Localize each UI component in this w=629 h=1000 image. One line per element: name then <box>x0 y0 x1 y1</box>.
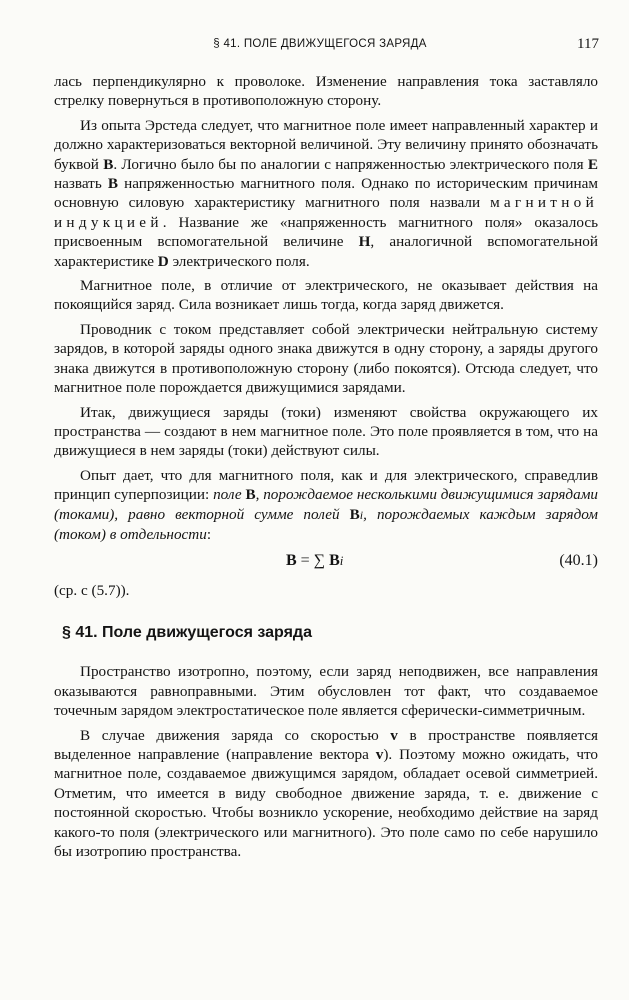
symbol-b: B <box>349 505 360 523</box>
symbol-v: v <box>390 726 398 744</box>
page-number: 117 <box>577 36 599 52</box>
text-run: Опыт дает, что для магнитного поля, как и для электрического, справедлив принцип суперпозиции: <box>54 466 598 504</box>
equation-lhs: B <box>286 552 297 570</box>
paragraph-continuation: лась перпендикулярно к проволоке. Изменение направления тока заставляло стрелку повернуться в противоположную сторону. <box>54 73 598 110</box>
symbol-v: v <box>375 745 384 763</box>
page-body <box>54 72 598 861</box>
subscript-i: i <box>359 507 364 522</box>
paragraph-oersted <box>54 116 598 271</box>
equation-number: (40.1) <box>559 552 598 570</box>
section-heading: § 41. Поле движущегося заряда <box>62 624 312 642</box>
text-run: ). Поэтому можно ожидать, что магнитное поле, создаваемое движущимся зарядом, обладает осевой симметрией. Отметим, что имеется в виду свободное движение заряда, т. е. движение с постоянной скоростью. Чтобы возникло ускорение, необходимо действие на заряд какого-то поля (электрического или магнитного). Это поле само по себе нарушило бы изотропию пространства. <box>54 745 598 860</box>
text-run: напряженностью магнитного поля. Однако по историческим причинам основную силовую характеристику магнитного поля назвали <box>54 175 599 212</box>
symbol-e: E <box>587 155 598 173</box>
italic-run: , порождаемых каждым зарядом (током) в отдельности <box>54 505 599 543</box>
term-magnetic-induction: магнитной индукцией <box>54 194 598 231</box>
text-run: назвать <box>54 175 108 193</box>
symbol-b: B <box>103 155 114 173</box>
symbol-b: B <box>107 175 118 193</box>
text-run: в пространстве появляется выделенное направление (направление вектора <box>54 726 598 763</box>
equation-formula <box>286 552 343 570</box>
text-run: В случае движения заряда со скоростью <box>80 726 391 744</box>
equation-rhs: B <box>329 552 340 570</box>
symbol-d: D <box>157 252 169 270</box>
cross-reference: (ср. с (5.7)). <box>54 582 130 600</box>
text-run: : <box>206 525 212 543</box>
paragraph-moving-charges: Итак, движущиеся заряды (токи) изменяют свойства окружающего их пространства — создают в нем магнитное поле. Это поле проявляется в том, что на движущиеся в нем заряды (токи) действуют силы. <box>54 403 598 460</box>
italic-run: , порождаемое несколькими движущимися зарядами (токами), равно векторной сумме полей <box>54 486 598 523</box>
equation-subscript: i <box>339 553 344 569</box>
text-run: . Логично было бы по аналогии с напряженностью электрического поля <box>113 155 588 173</box>
text-run: электрического поля. <box>168 252 310 270</box>
symbol-h: H <box>358 233 371 251</box>
equation-40-1 <box>54 552 598 576</box>
text-run: , аналогичной вспомогательной характеристике <box>54 233 598 270</box>
paragraph-isotropy: Пространство изотропно, поэтому, если заряд неподвижен, все направления оказываются равноправными. Этим обусловлен тот факт, что создаваемое точечным зарядом электростатическое поле является сферически-симметричным. <box>54 663 598 720</box>
text-run: Из опыта Эрстеда следует, что магнитное поле имеет направленный характер и должно характеризоваться векторной величиной. Эту величину принято обозначать буквой <box>54 116 598 173</box>
italic-run: поле <box>213 486 246 504</box>
paragraph-moving-charge-symmetry <box>54 726 598 862</box>
running-header <box>0 38 629 58</box>
running-header-title: § 41. ПОЛЕ ДВИЖУЩЕГОСЯ ЗАРЯДА <box>213 38 427 50</box>
equation-sum: = ∑ <box>296 552 330 570</box>
paragraph-superposition <box>54 466 598 545</box>
paragraph-conductor: Проводник с током представляет собой электрически нейтральную систему зарядов, в которой заряды одного знака движутся в одну сторону, а заряды другого знака движутся в противоположную сторону (либо покоятся). Отсюда следует, что магнитное поле порождается движущимися зарядами. <box>54 320 598 397</box>
symbol-b: B <box>245 486 256 504</box>
paragraph-rest-charge: Магнитное поле, в отличие от электрического, не оказывает действия на покоящийся заряд. Сила возникает лишь тогда, когда заряд движется. <box>54 277 598 314</box>
text-run: . Название же «напряженность магнитного поля» оказалось присвоенным вспомогательной величине <box>54 213 598 251</box>
